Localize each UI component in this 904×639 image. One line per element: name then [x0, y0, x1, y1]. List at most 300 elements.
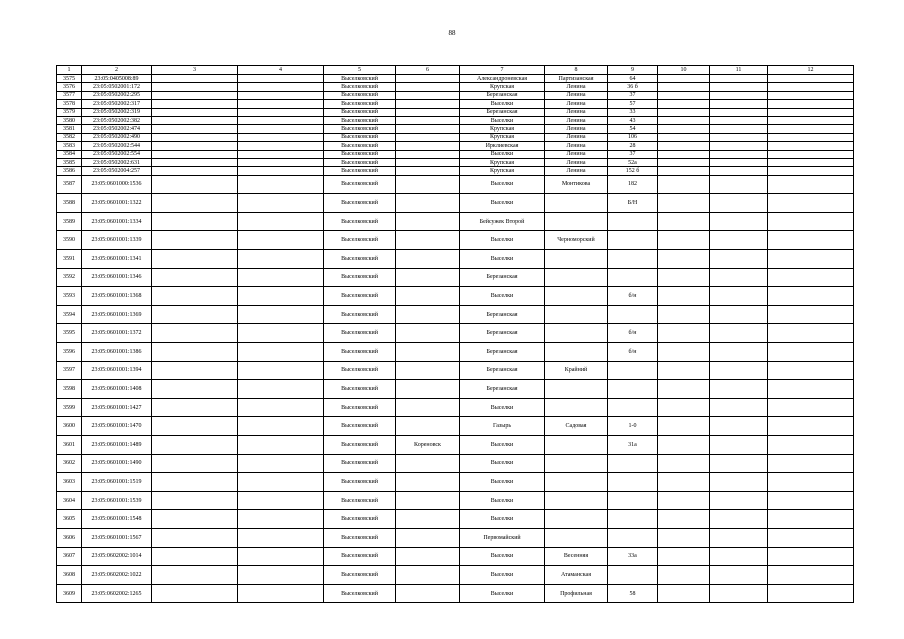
table-cell: [152, 305, 238, 324]
table-cell: Выселковский: [324, 566, 396, 585]
table-cell: Садовая: [545, 417, 608, 436]
table-cell: [658, 125, 710, 133]
table-cell: [658, 473, 710, 492]
table-cell: 3594: [57, 305, 82, 324]
table-cell: [710, 83, 768, 91]
table-cell: [152, 473, 238, 492]
table-cell: 3580: [57, 116, 82, 124]
table-cell: 3601: [57, 436, 82, 455]
column-header: 9: [608, 66, 658, 75]
table-cell: [152, 158, 238, 166]
table-cell: [238, 91, 324, 99]
table-cell: Крупская: [460, 158, 545, 166]
table-cell: [152, 175, 238, 194]
table-cell: [545, 305, 608, 324]
table-row: [57, 398, 854, 417]
table-cell: [608, 231, 658, 250]
table-cell: [710, 100, 768, 108]
table-cell: [710, 566, 768, 585]
table-cell: [396, 510, 460, 529]
table-cell: [768, 473, 854, 492]
column-header: 5: [324, 66, 396, 75]
table-cell: 3604: [57, 491, 82, 510]
table-cell: [238, 343, 324, 362]
table-cell: 23:05:0502002:319: [82, 108, 152, 116]
table-cell: 23:05:0502002:474: [82, 125, 152, 133]
table-cell: [238, 380, 324, 399]
table-cell: 3584: [57, 150, 82, 158]
table-cell: [152, 584, 238, 603]
table-cell: Крупская: [460, 133, 545, 141]
table-cell: 23:05:0502004:257: [82, 167, 152, 175]
table-cell: [710, 250, 768, 269]
table-cell: 3582: [57, 133, 82, 141]
table-cell: Первомайский: [460, 528, 545, 547]
table-cell: [658, 75, 710, 83]
table-row: [57, 305, 854, 324]
table-cell: 3590: [57, 231, 82, 250]
table-cell: 3608: [57, 566, 82, 585]
table-cell: [545, 454, 608, 473]
table-cell: [768, 361, 854, 380]
table-cell: 23:05:0602002:1265: [82, 584, 152, 603]
table-cell: Бейсужек Второй: [460, 212, 545, 231]
table-cell: [152, 324, 238, 343]
table-cell: [658, 528, 710, 547]
table-cell: 3585: [57, 158, 82, 166]
table-cell: [658, 212, 710, 231]
table-cell: 23:05:0502002:317: [82, 100, 152, 108]
table-cell: 33: [608, 108, 658, 116]
table-cell: [608, 398, 658, 417]
table-cell: [658, 305, 710, 324]
table-cell: 23:05:0601001:1408: [82, 380, 152, 399]
table-cell: [768, 510, 854, 529]
table-cell: [658, 91, 710, 99]
table-cell: 23:05:0601001:1386: [82, 343, 152, 362]
column-header: 10: [658, 66, 710, 75]
table-cell: [710, 116, 768, 124]
table-cell: 23:05:0601001:1519: [82, 473, 152, 492]
table-cell: 23:05:0601001:1394: [82, 361, 152, 380]
table-cell: Выселковский: [324, 436, 396, 455]
table-cell: [768, 100, 854, 108]
table-cell: [238, 100, 324, 108]
table-cell: [658, 324, 710, 343]
table-cell: Ленина: [545, 133, 608, 141]
table-cell: 106: [608, 133, 658, 141]
table-cell: Выселки: [460, 491, 545, 510]
table-row: [57, 150, 854, 158]
table-row: [57, 83, 854, 91]
table-cell: [396, 398, 460, 417]
table-cell: 3609: [57, 584, 82, 603]
table-cell: 23:05:0601000:1536: [82, 175, 152, 194]
table-cell: Выселковский: [324, 510, 396, 529]
table-cell: [396, 268, 460, 287]
table-cell: [768, 454, 854, 473]
table-row: [57, 158, 854, 166]
table-cell: [545, 436, 608, 455]
table-cell: 3595: [57, 324, 82, 343]
table-cell: Выселки: [460, 116, 545, 124]
table-cell: [658, 133, 710, 141]
table-cell: [238, 158, 324, 166]
table-cell: Ирклиевская: [460, 142, 545, 150]
table-cell: 3597: [57, 361, 82, 380]
table-cell: [768, 547, 854, 566]
table-cell: Профильная: [545, 584, 608, 603]
table-cell: [710, 194, 768, 213]
table-cell: 3592: [57, 268, 82, 287]
registry-table: [56, 65, 854, 603]
table-cell: [710, 287, 768, 306]
table-cell: [396, 250, 460, 269]
table-cell: Ленина: [545, 150, 608, 158]
table-row: [57, 116, 854, 124]
table-cell: [396, 150, 460, 158]
table-cell: Выселковский: [324, 250, 396, 269]
table-cell: 3596: [57, 343, 82, 362]
table-cell: [608, 361, 658, 380]
table-cell: 23:05:0601001:1567: [82, 528, 152, 547]
table-cell: 152 б: [608, 167, 658, 175]
table-cell: Выселковский: [324, 491, 396, 510]
table-cell: [768, 398, 854, 417]
table-cell: Выселковский: [324, 231, 396, 250]
column-header: 7: [460, 66, 545, 75]
table-cell: [658, 83, 710, 91]
table-cell: 3581: [57, 125, 82, 133]
table-cell: [238, 361, 324, 380]
table-cell: 182: [608, 175, 658, 194]
table-cell: [152, 436, 238, 455]
table-cell: [152, 454, 238, 473]
table-cell: [238, 75, 324, 83]
table-cell: 3603: [57, 473, 82, 492]
table-cell: [396, 100, 460, 108]
table-row: [57, 142, 854, 150]
table-cell: [768, 150, 854, 158]
table-cell: Выселковский: [324, 361, 396, 380]
table-cell: Газырь: [460, 417, 545, 436]
table-row: [57, 91, 854, 99]
table-cell: [238, 175, 324, 194]
table-cell: [658, 547, 710, 566]
table-cell: 23:05:0405008:89: [82, 75, 152, 83]
table-cell: [152, 380, 238, 399]
table-row: [57, 231, 854, 250]
table-cell: [768, 305, 854, 324]
table-cell: [608, 473, 658, 492]
table-cell: Выселковский: [324, 212, 396, 231]
table-row: [57, 194, 854, 213]
table-cell: [238, 231, 324, 250]
table-cell: [545, 491, 608, 510]
table-cell: [768, 491, 854, 510]
table-cell: 3576: [57, 83, 82, 91]
table-cell: [238, 150, 324, 158]
table-row: [57, 324, 854, 343]
table-cell: Выселковский: [324, 100, 396, 108]
table-cell: [608, 250, 658, 269]
table-cell: [152, 361, 238, 380]
table-cell: 23:05:0502002:631: [82, 158, 152, 166]
table-cell: [238, 305, 324, 324]
table-cell: 23:05:0601001:1339: [82, 231, 152, 250]
table-cell: [152, 547, 238, 566]
table-cell: [768, 287, 854, 306]
table-cell: 23:05:0601001:1369: [82, 305, 152, 324]
table-cell: Выселковский: [324, 108, 396, 116]
column-header: 12: [768, 66, 854, 75]
column-header: 11: [710, 66, 768, 75]
table-cell: 3578: [57, 100, 82, 108]
table-cell: [545, 212, 608, 231]
table-cell: [238, 436, 324, 455]
table-cell: [608, 491, 658, 510]
table-cell: [545, 473, 608, 492]
table-cell: Б/Н: [608, 194, 658, 213]
table-cell: Выселковский: [324, 167, 396, 175]
table-cell: [608, 528, 658, 547]
table-cell: Выселки: [460, 584, 545, 603]
table-cell: [710, 167, 768, 175]
table-row: [57, 473, 854, 492]
table-cell: [238, 398, 324, 417]
table-cell: [152, 75, 238, 83]
table-row: [57, 528, 854, 547]
table-cell: [658, 361, 710, 380]
table-cell: [710, 268, 768, 287]
table-cell: [396, 287, 460, 306]
table-cell: 23:05:0601001:1490: [82, 454, 152, 473]
table-cell: 23:05:0601001:1322: [82, 194, 152, 213]
table-cell: [658, 158, 710, 166]
table-cell: [768, 91, 854, 99]
table-cell: 23:05:0601001:1341: [82, 250, 152, 269]
table-cell: Крупская: [460, 125, 545, 133]
table-row: [57, 380, 854, 399]
table-cell: [658, 491, 710, 510]
table-cell: Выселковский: [324, 158, 396, 166]
table-row: [57, 343, 854, 362]
table-cell: [545, 324, 608, 343]
table-row: [57, 547, 854, 566]
table-cell: [396, 158, 460, 166]
table-cell: 23:05:0602002:1022: [82, 566, 152, 585]
table-cell: Выселки: [460, 473, 545, 492]
table-cell: Выселковский: [324, 547, 396, 566]
table-cell: [238, 584, 324, 603]
table-cell: [768, 142, 854, 150]
table-cell: [658, 287, 710, 306]
table-cell: [396, 454, 460, 473]
table-cell: [710, 398, 768, 417]
table-cell: [710, 417, 768, 436]
table-row: [57, 108, 854, 116]
table-cell: [545, 528, 608, 547]
table-cell: 57: [608, 100, 658, 108]
table-cell: [396, 83, 460, 91]
table-cell: 3587: [57, 175, 82, 194]
table-cell: [710, 150, 768, 158]
table-cell: [396, 380, 460, 399]
table-cell: [768, 343, 854, 362]
table-cell: [238, 133, 324, 141]
table-cell: Ленина: [545, 158, 608, 166]
table-cell: б/н: [608, 287, 658, 306]
table-cell: 54: [608, 125, 658, 133]
table-row: [57, 250, 854, 269]
table-cell: б/н: [608, 324, 658, 343]
table-cell: Выселковский: [324, 175, 396, 194]
table-cell: 3593: [57, 287, 82, 306]
table-cell: 3579: [57, 108, 82, 116]
table-cell: Выселковский: [324, 398, 396, 417]
table-cell: [608, 380, 658, 399]
table-cell: [152, 268, 238, 287]
table-cell: [658, 108, 710, 116]
table-cell: [238, 491, 324, 510]
table-cell: [152, 250, 238, 269]
table-cell: 3605: [57, 510, 82, 529]
table-cell: [658, 566, 710, 585]
table-cell: [238, 417, 324, 436]
table-cell: [545, 510, 608, 529]
table-cell: [710, 231, 768, 250]
table-cell: 23:05:0502002:490: [82, 133, 152, 141]
table-cell: 3602: [57, 454, 82, 473]
table-row: [57, 133, 854, 141]
table-cell: 36 б: [608, 83, 658, 91]
table-cell: [396, 133, 460, 141]
table-cell: [396, 142, 460, 150]
header-row: [57, 66, 854, 75]
table-cell: [768, 528, 854, 547]
table-cell: Кореновск: [396, 436, 460, 455]
table-row: [57, 287, 854, 306]
table-cell: [710, 133, 768, 141]
table-cell: [710, 324, 768, 343]
table-cell: [710, 584, 768, 603]
table-cell: [658, 231, 710, 250]
table-cell: Крупская: [460, 83, 545, 91]
table-cell: [396, 324, 460, 343]
table-cell: [396, 108, 460, 116]
column-header: 8: [545, 66, 608, 75]
table-cell: Ленина: [545, 167, 608, 175]
table-cell: [768, 231, 854, 250]
table-cell: [768, 436, 854, 455]
table-cell: [152, 287, 238, 306]
table-row: [57, 510, 854, 529]
table-cell: [658, 175, 710, 194]
table-cell: [152, 212, 238, 231]
table-cell: [152, 194, 238, 213]
table-cell: [152, 167, 238, 175]
table-cell: [710, 305, 768, 324]
table-row: [57, 175, 854, 194]
table-cell: [152, 91, 238, 99]
table-cell: 52а: [608, 158, 658, 166]
table-cell: 3588: [57, 194, 82, 213]
table-cell: Выселковский: [324, 417, 396, 436]
table-cell: [396, 91, 460, 99]
table-cell: [768, 125, 854, 133]
table-body: [57, 66, 854, 603]
table-cell: [768, 167, 854, 175]
table-cell: 28: [608, 142, 658, 150]
table-cell: Березанская: [460, 305, 545, 324]
table-cell: Ленина: [545, 142, 608, 150]
column-header: 6: [396, 66, 460, 75]
table-cell: 58: [608, 584, 658, 603]
table-cell: Выселки: [460, 436, 545, 455]
table-cell: [768, 116, 854, 124]
table-cell: [768, 584, 854, 603]
table-cell: 23:05:0601001:1346: [82, 268, 152, 287]
table-cell: 23:05:0502002:554: [82, 150, 152, 158]
table-cell: [768, 417, 854, 436]
table-cell: [396, 584, 460, 603]
table-cell: Выселковский: [324, 116, 396, 124]
table-cell: [238, 83, 324, 91]
table-cell: 3606: [57, 528, 82, 547]
table-cell: Ленина: [545, 91, 608, 99]
table-cell: Выселковский: [324, 454, 396, 473]
table-cell: Выселки: [460, 250, 545, 269]
table-cell: [710, 547, 768, 566]
table-cell: [396, 116, 460, 124]
table-cell: [396, 491, 460, 510]
table-cell: [658, 584, 710, 603]
table-row: [57, 100, 854, 108]
table-row: [57, 566, 854, 585]
table-cell: Весенняя: [545, 547, 608, 566]
table-cell: [152, 116, 238, 124]
table-cell: [710, 108, 768, 116]
table-cell: [608, 212, 658, 231]
table-cell: 3577: [57, 91, 82, 99]
table-cell: [545, 194, 608, 213]
table-cell: [152, 566, 238, 585]
table-cell: Ленина: [545, 116, 608, 124]
table-cell: Выселки: [460, 454, 545, 473]
table-cell: 3589: [57, 212, 82, 231]
table-cell: [710, 380, 768, 399]
table-cell: Черноморский: [545, 231, 608, 250]
column-header: 2: [82, 66, 152, 75]
table-cell: 23:05:0601001:1368: [82, 287, 152, 306]
table-cell: Выселковский: [324, 324, 396, 343]
table-cell: [152, 83, 238, 91]
table-cell: [768, 212, 854, 231]
table-cell: Выселки: [460, 231, 545, 250]
table-cell: [545, 287, 608, 306]
table-cell: [396, 212, 460, 231]
table-cell: Выселки: [460, 398, 545, 417]
table-row: [57, 125, 854, 133]
table-cell: [396, 75, 460, 83]
table-cell: 3591: [57, 250, 82, 269]
table-cell: [152, 510, 238, 529]
table-cell: [710, 454, 768, 473]
table-cell: [710, 436, 768, 455]
table-cell: Выселковский: [324, 83, 396, 91]
table-cell: Выселковский: [324, 91, 396, 99]
table-cell: Ленина: [545, 125, 608, 133]
